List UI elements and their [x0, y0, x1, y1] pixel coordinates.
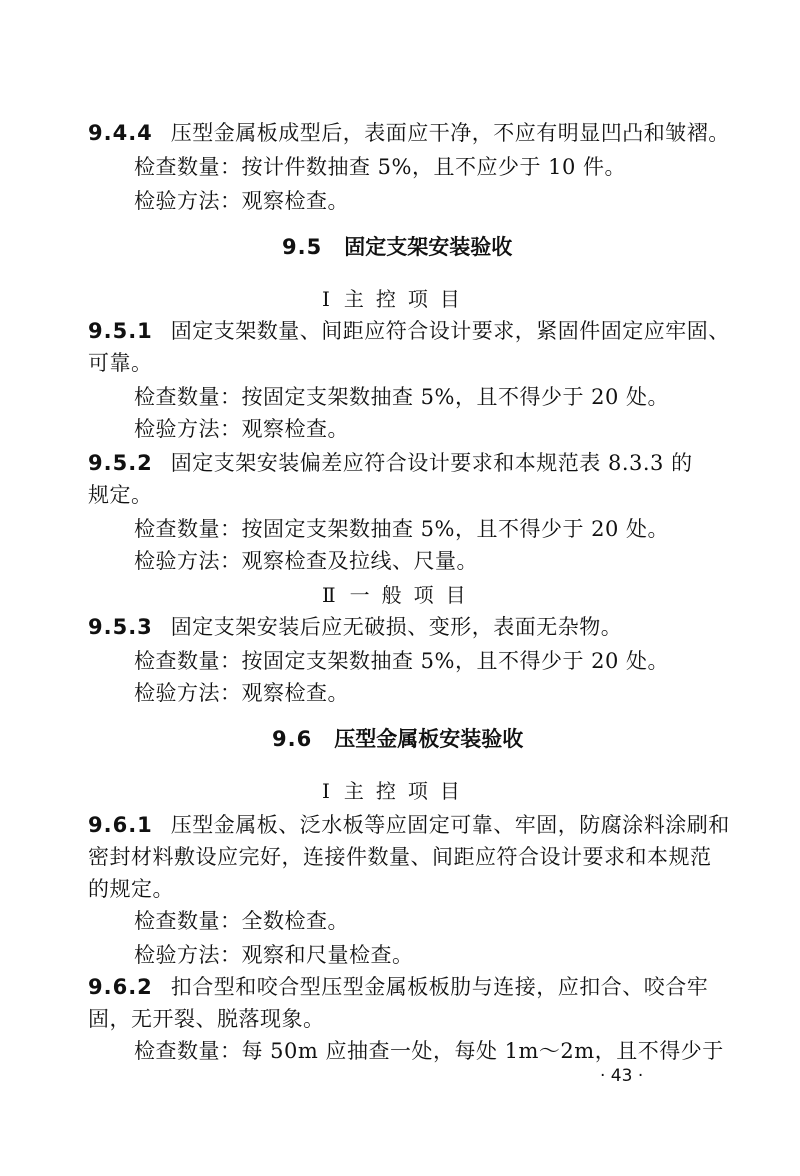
clause-text: 固定支架数量、间距应符合设计要求，紧固件固定应牢固、 — [170, 319, 730, 343]
check-method-9-5-1: 检验方法：观察检查。 — [134, 417, 349, 441]
check-method-9-5-3: 检验方法：观察检查。 — [134, 681, 349, 705]
subheading-label: 一般项目 — [349, 583, 478, 607]
check-method-9-5-2: 检验方法：观察检查及拉线、尺量。 — [134, 549, 478, 573]
subheading-general-items — [322, 580, 478, 610]
clause-text: 压型金属板、泛水板等应固定可靠、牢固，防腐涂料涂刷和 — [170, 813, 730, 837]
clause-9-5-3 — [88, 612, 622, 642]
check-quantity-9-6-2: 检查数量：每 50m 应抽查一处，每处 1m～2m，且不得少于 — [134, 1039, 724, 1063]
check-method-9-4-4: 检验方法：观察检查。 — [134, 189, 349, 213]
clause-9-6-2-cont: 固，无开裂、脱落现象。 — [88, 1007, 325, 1031]
clause-number: 9.6.2 — [88, 975, 153, 999]
subheading-label: 主控项目 — [343, 779, 472, 803]
section-heading-9-5 — [282, 232, 512, 262]
clause-number: 9.6.1 — [88, 813, 153, 837]
clause-9-6-1-cont-2: 的规定。 — [88, 877, 174, 901]
clause-9-5-2-cont: 规定。 — [88, 483, 153, 507]
clause-text: 压型金属板成型后，表面应干净，不应有明显凹凸和皱褶。 — [170, 121, 730, 145]
clause-9-5-1 — [88, 316, 730, 346]
check-quantity-9-6-1: 检查数量：全数检查。 — [134, 909, 349, 933]
check-quantity-9-5-3: 检查数量：按固定支架数抽查 5%，且不得少于 20 处。 — [134, 649, 670, 673]
clause-9-6-1 — [88, 810, 730, 840]
subheading-label: 主控项目 — [343, 287, 472, 311]
subheading-main-control-items — [322, 284, 472, 314]
check-quantity-9-4-4: 检查数量：按计件数抽查 5%，且不应少于 10 件。 — [134, 155, 627, 179]
clause-number: 9.5.1 — [88, 319, 153, 343]
subheading-main-control-items-2 — [322, 776, 472, 806]
clause-9-5-2 — [88, 448, 693, 478]
clause-9-5-1-cont: 可靠。 — [88, 351, 153, 375]
clause-text: 固定支架安装后应无破损、变形，表面无杂物。 — [170, 615, 623, 639]
check-method-9-6-1: 检验方法：观察和尺量检查。 — [134, 943, 414, 967]
section-number: 9.5 — [282, 235, 323, 259]
roman-numeral: Ⅰ — [322, 779, 330, 803]
check-quantity-9-5-2: 检查数量：按固定支架数抽查 5%，且不得少于 20 处。 — [134, 517, 670, 541]
section-heading-9-6 — [272, 724, 523, 754]
roman-numeral: Ⅱ — [322, 583, 336, 607]
page-number: · 43 · — [600, 1066, 644, 1086]
clause-9-4-4 — [88, 118, 730, 148]
check-quantity-9-5-1: 检查数量：按固定支架数抽查 5%，且不得少于 20 处。 — [134, 385, 670, 409]
clause-text: 固定支架安装偏差应符合设计要求和本规范表 8.3.3 的 — [170, 451, 693, 475]
clause-9-6-2 — [88, 972, 708, 1002]
clause-number: 9.5.2 — [88, 451, 153, 475]
clause-9-6-1-cont: 密封材料敷设应完好，连接件数量、间距应符合设计要求和本规范 — [88, 845, 712, 869]
roman-numeral: Ⅰ — [322, 287, 330, 311]
section-title: 固定支架安装验收 — [344, 235, 513, 259]
section-number: 9.6 — [272, 727, 313, 751]
clause-number: 9.5.3 — [88, 615, 153, 639]
clause-number: 9.4.4 — [88, 121, 153, 145]
section-title: 压型金属板安装验收 — [334, 727, 524, 751]
clause-text: 扣合型和咬合型压型金属板板肋与连接，应扣合、咬合牢 — [170, 975, 709, 999]
